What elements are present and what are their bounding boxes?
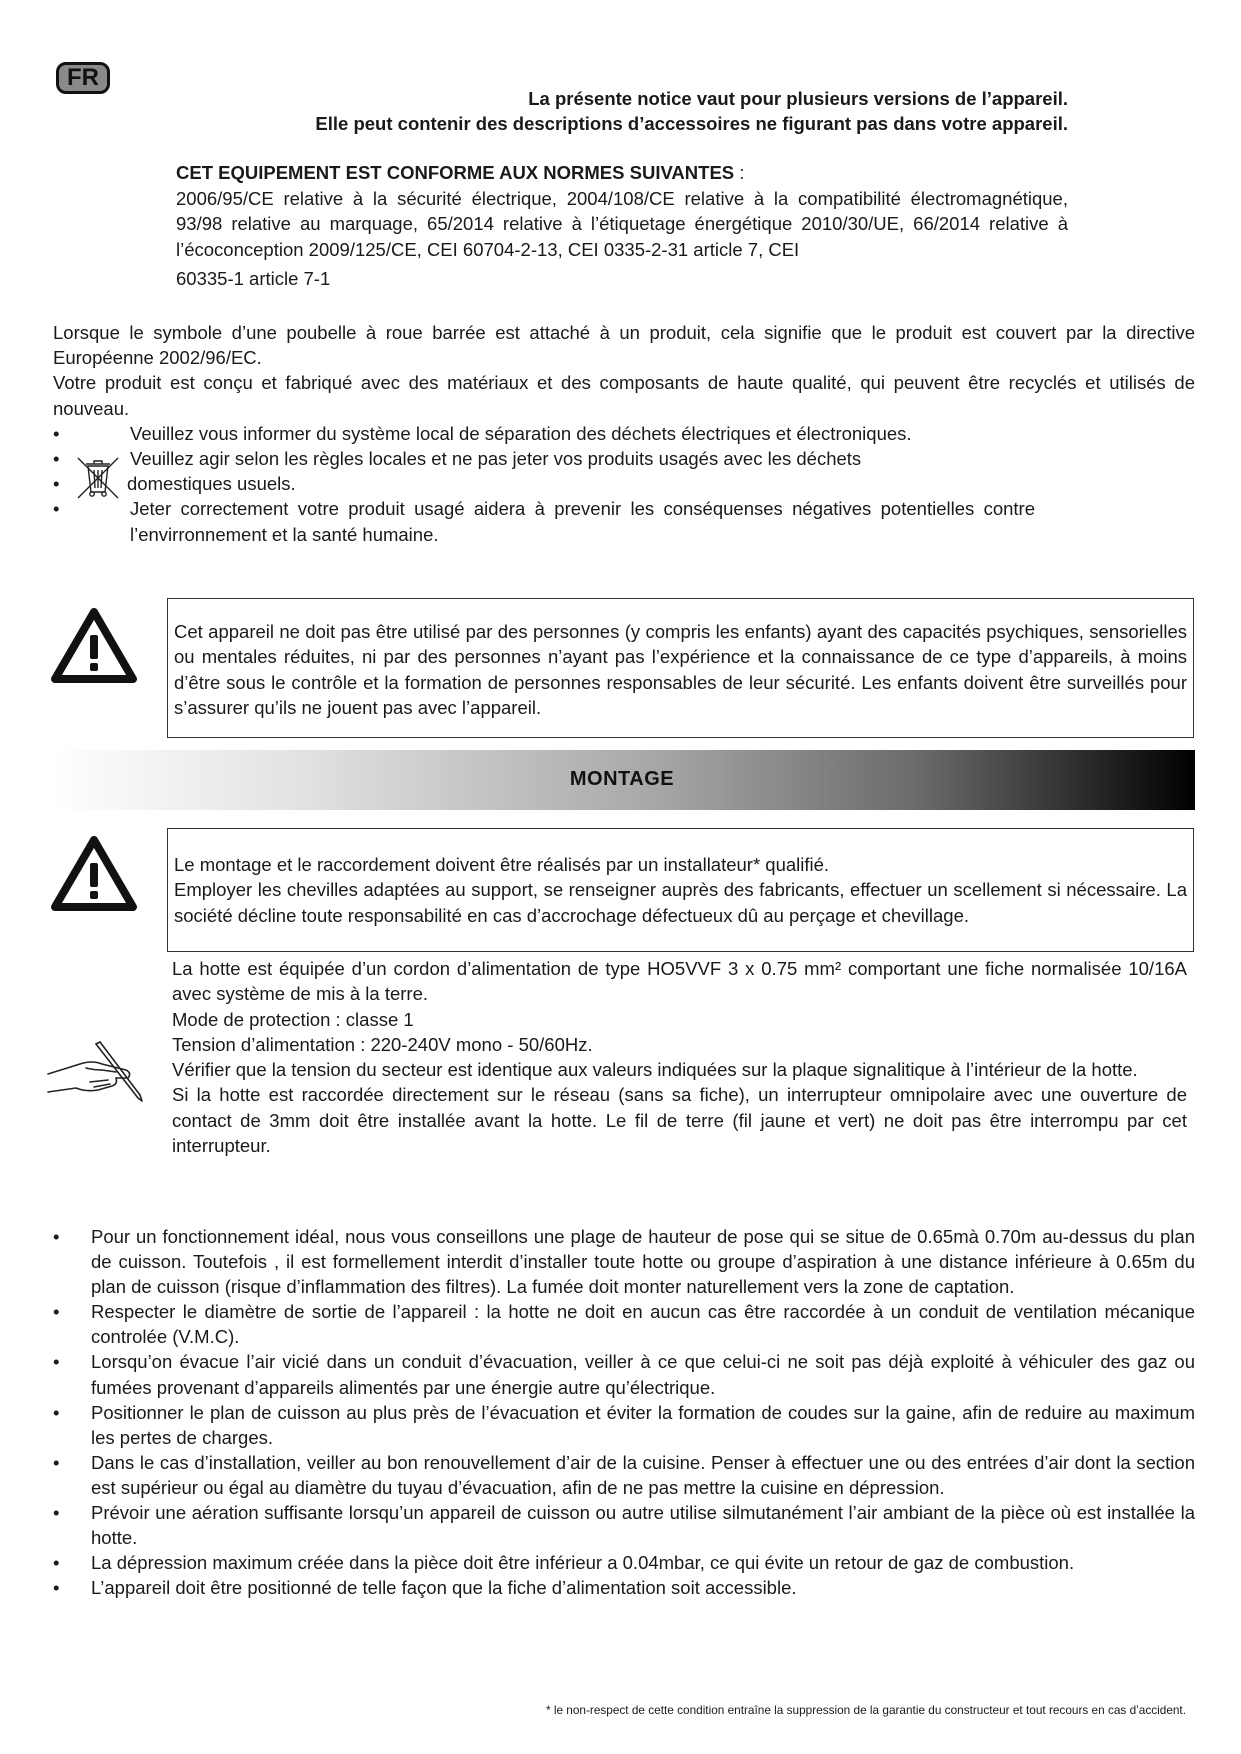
- norms-body: 2006/95/CE relative à la sécurité électrique, 2004/108/CE relative à la compatibilité électromagnétique, 93/98 relative au marquage, 65/2014 relative à l’étiquetage énergétique 2010/30/UE, 66/2014 relative à l’écoconception 2009/125/CE, CEI 60704-2-13, CEI 0335-2-31 article 7, CEI: [176, 187, 1068, 260]
- warning-triangle-icon: [50, 605, 138, 685]
- weee-item: [53, 421, 1195, 446]
- weee-paragraph-1: Lorsque le symbole d’une poubelle à roue barrée est attaché à un produit, cela signifie que le produit est couvert par la directive Européenne 2002/96/EC.: [53, 322, 1195, 369]
- norms-heading-suffix: :: [734, 162, 745, 183]
- bullet: •: [53, 1401, 60, 1423]
- bullet: •: [53, 1502, 60, 1524]
- installation-item: [53, 1575, 1195, 1600]
- installation-item-text: Pour un fonctionnement idéal, nous vous conseillons une plage de hauteur de pose qui se situe de 0.65mà 0.70m au-dessus du plan de cuisson. Toutefois , il est formellement interdit d’installer toute hotte ou groupe d’aspiration à une distance inférieure à 0.65m du plan de cuisson (risque d’inflammation des filtres). La fumée doit monter naturellement vers la zone de captation.: [91, 1226, 1195, 1298]
- norms-heading: CET EQUIPEMENT EST CONFORME AUX NORMES SUIVANTES: [176, 162, 735, 183]
- crossed-out-bin-icon: [72, 452, 124, 502]
- weee-item-text: Veuillez vous informer du système local de séparation des déchets électriques et électroniques.: [130, 422, 912, 444]
- bullet: •: [53, 473, 60, 495]
- bullet: •: [53, 1226, 60, 1247]
- installation-item-text: Dans le cas d’installation, veiller au bon renouvellement d’air de la cuisine. Penser à effectuer une ou des entrées d’air dont la section est supérieur ou égal au diamètre du tuyau d’évacuation, afin de ne pas mettre la cuisine en dépression.: [91, 1451, 1195, 1498]
- electrical-section: [172, 956, 1187, 1158]
- installation-item-text: L’appareil doit être positionné de telle façon que la fiche d’alimentation soit accessible.: [91, 1577, 797, 1599]
- installation-item: [53, 1400, 1195, 1450]
- bullet: •: [53, 448, 60, 470]
- section-title: MONTAGE: [569, 768, 675, 790]
- warning-triangle-icon: [50, 833, 138, 913]
- weee-item-text: domestiques usuels.: [127, 473, 296, 495]
- installation-item-text: Positionner le plan de cuisson au plus près de l’évacuation et éviter la formation de coudes sur la gaine, afin de reduire au maximum les pertes de charges.: [91, 1401, 1195, 1448]
- weee-paragraph-2: Votre produit est conçu et fabriqué avec des matériaux et des composants de haute qualité, qui peuvent être recyclés et utilisés de nouveau.: [53, 372, 1195, 419]
- intro-line-1: La présente notice vaut pour plusieurs versions de l’appareil.: [528, 88, 1068, 109]
- bullet: •: [53, 1451, 60, 1473]
- weee-item: [53, 446, 1195, 471]
- bullet: •: [53, 1552, 60, 1574]
- electrical-paragraph-2: Mode de protection : classe 1: [172, 1008, 414, 1030]
- norms-heading-line: [176, 160, 1068, 186]
- electrical-paragraph-1: La hotte est équipée d’un cordon d’alimentation de type HO5VVF 3 x 0.75 mm² comportant une fiche normalisée 10/16A avec système de mis à la terre.: [172, 958, 1187, 1005]
- electrical-paragraph-3: Tension d’alimentation : 220-240V mono - 50/60Hz.: [172, 1033, 593, 1055]
- language-badge: FR: [56, 62, 110, 94]
- warning-text-usage: Cet appareil ne doit pas être utilisé par des personnes (y compris les enfants) ayant des capacités psychiques, sensorielles ou mentales réduites, ni par des personnes n’ayant pas l’expérience et la connaissance de ce type d’appareils, à moins d’être sous le contrôle et la formation de personnes responsables de leur sécurité. Les enfants doivent être surveillés pour s’assurer qu’ils ne jouent pas avec l’appareil.: [174, 621, 1187, 718]
- bullet: •: [53, 1351, 60, 1373]
- installation-item-text: Prévoir une aération suffisante lorsqu’un appareil de cuisson ou autre utilise silmutanément l’air ambiant de la pièce où est installée la hotte.: [91, 1502, 1195, 1549]
- installation-item: [53, 1349, 1195, 1399]
- section-header-bar: [49, 750, 1195, 810]
- hand-writing-icon: [46, 1040, 150, 1102]
- warning-text-montage-1: Le montage et le raccordement doivent être réalisés par un installateur* qualifié.: [174, 854, 830, 875]
- intro-line-2: Elle peut contenir des descriptions d’accessoires ne figurant pas dans votre appareil.: [315, 113, 1068, 134]
- bullet: •: [53, 1301, 60, 1323]
- norms-block: [176, 160, 1068, 292]
- weee-section: [53, 320, 1195, 547]
- bullet: •: [53, 498, 60, 520]
- intro-notice: [150, 86, 1068, 136]
- electrical-paragraph-4: Vérifier que la tension du secteur est identique aux valeurs indiquées sur la plaque signalitique à l’intérieur de la hotte.: [172, 1059, 1138, 1081]
- footnote: * le non-respect de cette condition entraîne la suppression de la garantie du constructeur et tout recours en cas d’accident.: [545, 1703, 1186, 1717]
- installation-item-text: La dépression maximum créée dans la pièce doit être inférieur a 0.04mbar, ce qui évite un retour de gaz de combustion.: [91, 1552, 1075, 1574]
- installation-item: [53, 1299, 1195, 1349]
- installation-item: [53, 1450, 1195, 1500]
- installation-item: [53, 1550, 1195, 1575]
- weee-item-text: Veuillez agir selon les règles locales et ne pas jeter vos produits usagés avec les déchets: [130, 448, 862, 470]
- installation-item: [53, 1500, 1195, 1550]
- weee-item: [53, 471, 1195, 496]
- installation-item-text: Lorsqu’on évacue l’air vicié dans un conduit d’évacuation, veiller à ce que celui-ci ne soit pas déjà exploité à véhiculer des gaz ou fumées provenant d’appareils alimentés par une énergie autre qu’électrique.: [91, 1351, 1195, 1398]
- weee-item-text: Jeter correctement votre produit usagé aidera à prevenir les conséquenses négatives potentielles contre l’envirronnement et la santé humaine.: [130, 498, 1035, 545]
- bullet: •: [53, 422, 60, 444]
- installation-item: [53, 1224, 1195, 1299]
- installation-list: [53, 1224, 1195, 1600]
- warning-box-montage: [167, 828, 1194, 952]
- warning-text-montage-2: Employer les chevilles adaptées au support, se renseigner auprès des fabricants, effectuer un scellement si nécessaire. La société décline toute responsabilité en cas d’accrochage défectueux dû au perçage et chevillage.: [174, 879, 1187, 926]
- installation-item-text: Respecter le diamètre de sortie de l’appareil : la hotte ne doit en aucun cas être raccordée à un conduit de ventilation mécanique controlée (V.M.C).: [91, 1301, 1195, 1348]
- bullet: •: [53, 1577, 60, 1599]
- norms-body-last: 60335-1 article 7-1: [176, 268, 331, 289]
- electrical-paragraph-5: Si la hotte est raccordée directement sur le réseau (sans sa fiche), un interrupteur omnipolaire avec une ouverture de contact de 3mm doit être installée avant la hotte. Le fil de terre (fil jaune et vert) ne doit pas être interrompu par cet interrupteur.: [172, 1084, 1187, 1157]
- weee-item: [53, 496, 1195, 546]
- warning-box-usage: [167, 598, 1194, 738]
